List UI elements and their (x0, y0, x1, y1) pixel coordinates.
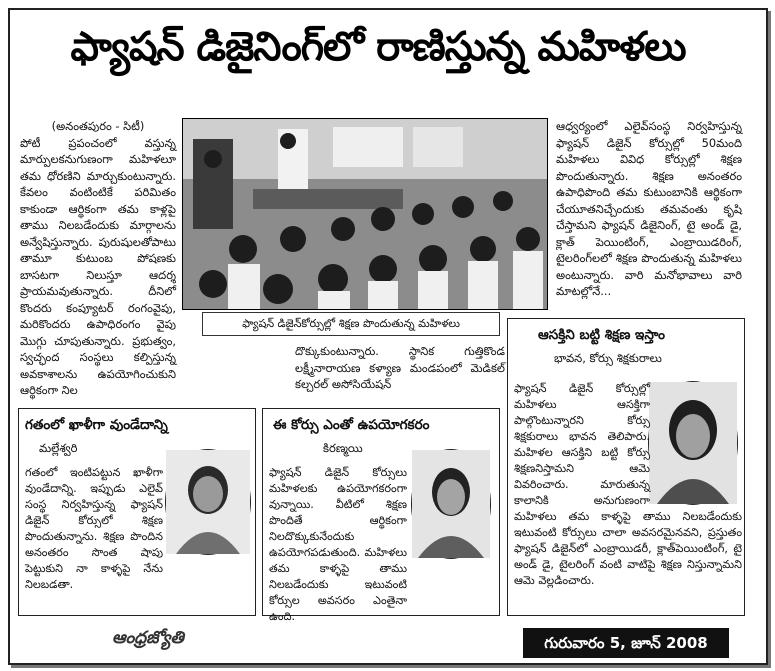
quote-text-bhavana-body: ఫ్యాషన్ డిజైన్ కోర్సుల్లో మహిళలు ఆసక్తిగా పాల్గొంటున్నారని కోర్సు శిక్షకురాలు భావన తెలిపారు. మహిళల ఆసక్తిని బట్టి కోర్సు శిక్షణనిస్తామని ఆమె వివరించారు. మారుతున్న కాలానికి అనుగుణంగా మహిళలు తమ కాళ్ళపై తాము నిలబడేందుకు ఇటువంటి కోర్సులు చాలా అవసరమైనవని, ప్రస్తుతం ఫ్యాషన్ డిజైన్‌లో ఎంబ్రాయిడరీ, క్లాత్‌పెయింటింగ్, టై అండ్ డై, టైలరింగ్ వంటి వాటిపై శిక్షణ నిస్తున్నామని ఆమె వెల్లడించారు. (514, 382, 742, 587)
quote-name-kiranmayi: కిరణ్మయి (323, 441, 363, 455)
portrait-kiranmayi-image (412, 450, 490, 558)
article-continuation (295, 343, 505, 405)
quote-box-kiranmayi (262, 408, 500, 623)
article-column-1 (20, 118, 176, 408)
portrait-malleswari-image (166, 450, 250, 554)
classroom-photo-image (183, 119, 547, 309)
portrait-malleswari (165, 449, 251, 555)
quote-title-bhavana: ఆసక్తిని బట్టి శిక్షణ ఇస్తాం (538, 327, 665, 343)
article-column-3 (556, 118, 742, 313)
quote-name-malleswari: మల్లేశ్వరి (39, 441, 78, 455)
quote-text-kiranmayi: ఫ్యాషన్ డిజైన్ కోర్సులు మహిళలకు ఉపయోగకరంగా వున్నాయి. వీటిలో శిక్షణ పొందితే ఆర్థికంగా నిలదొక్కుకునేందుకు ఉపయోగపడుతుంది. మహిళలు తమ కాళ్ళపై తాము నిలబడేందుకు ఇటువంటి కోర్సుల అవసరం ఎంతైనా ఉంది. (269, 466, 407, 623)
quote-box-malleswari (18, 408, 256, 616)
headline: ఫ్యాషన్ డిజైనింగ్‌లో రాణిస్తున్న మహిళలు (70, 24, 686, 70)
dateline: (అనంతపురం - సిటీ) (51, 119, 145, 133)
article-text-col3: ఆధ్వర్యంలో ఎలైవ్‌సంస్థ నిర్వహిస్తున్న ఫ్యాషన్ డిజైన్ కోర్సుల్లో 50మంది మహిళలు వివిధ కోర్సుల్లో శిక్షణ పొందుతున్నారు. శిక్షణ అనంతరం ఉపాధిపొంది తమ కుటుంబానికి ఆర్థికంగా చేయూతనిచ్చేందుకు తమవంతు కృషి చేస్తామని ఫ్యాషన్ డిజైనింగ్, టై అండ్ డై, క్లాత్ పెయింటింగ్, ఎంబ్రాయిడరింగ్, టైలరింగ్‌లలో శిక్షణ పొందుతున్న మహిళలు అంటున్నారు. వారి మనోభావాలు వారి మాటల్లోనే... (556, 119, 742, 298)
publication-date: గురువారం 5, జూన్ 2008 (523, 628, 729, 658)
quote-box-bhavana (507, 318, 745, 616)
article-text-col1: పోటీ ప్రపంచంలో వస్తున్న మార్పులకనుగుణంగా మహిళలూ తమ ధోరణిని మార్చుకుంటున్నారు. కేవలం వంటింటికే పరిమితం కాకుండా ఆర్థికంగా తమ కాళ్లపై తాము నిలబడేందుకు మార్గాలను అన్వేషిస్తున్నారు. పురుషులతోపాటు తామూ కుటుంబ పోషణకు బాసటగా నిలుస్తూ ఆదర్శ ప్రాయమవుతున్నారు. దీనిలో కొందరు కంప్యూటర్ రంగంవైపు, మరికొందరు ఉపాధిరంగం వైపు మొగ్గు చూపుతున్నారు. ప్రభుత్వం, స్వచ్ఛంద సంస్థలు కల్పిస్తున్న అవకాశాలను ఉపయోగించుకుని ఆర్థికంగా నిల (20, 135, 176, 397)
portrait-kiranmayi (411, 449, 491, 559)
quote-text-bhavana (514, 381, 742, 609)
newspaper-logo: ఆంధ్రజ్యోతి (112, 628, 184, 648)
classroom-photo (182, 118, 548, 310)
quote-title-kiranmayi: ఈ కోర్సు ఎంతో ఉపయోగకరం (273, 417, 430, 433)
quote-name-bhavana: భావన, కోర్సు శిక్షకురాలు (554, 351, 662, 365)
quote-title-malleswari: గతంలో ఖాళీగా వుండేదాన్ని (25, 417, 168, 433)
quote-text-malleswari: గతంలో ఇంటిపట్టున ఖాళీగా వుండేదాన్ని. ఇప్పుడు ఎలైవ్ సంస్థ నిర్వహిస్తున్న ఫ్యాషన్ డిజైన్ కోర్సులో శిక్షణ పొందుతున్నాను. శిక్షణ పొందిన అనంతరం సొంత షాపు పెట్టుకుని నా కాళ్ళపై నేను నిలబడతా. (25, 466, 163, 591)
photo-caption: ఫ్యాషన్ డిజైన్‌కోర్సుల్లో శిక్షణ పొందుతున్న మహిళలు (202, 312, 500, 336)
article-text-continuation: దొక్కుకుంటున్నారు. స్థానిక గుత్తికొండ లక్ష్మీనారాయణ కళ్యాణ మండపంలో మెడికల్ కల్చరల్ అసోసియేషన్ (295, 344, 505, 391)
